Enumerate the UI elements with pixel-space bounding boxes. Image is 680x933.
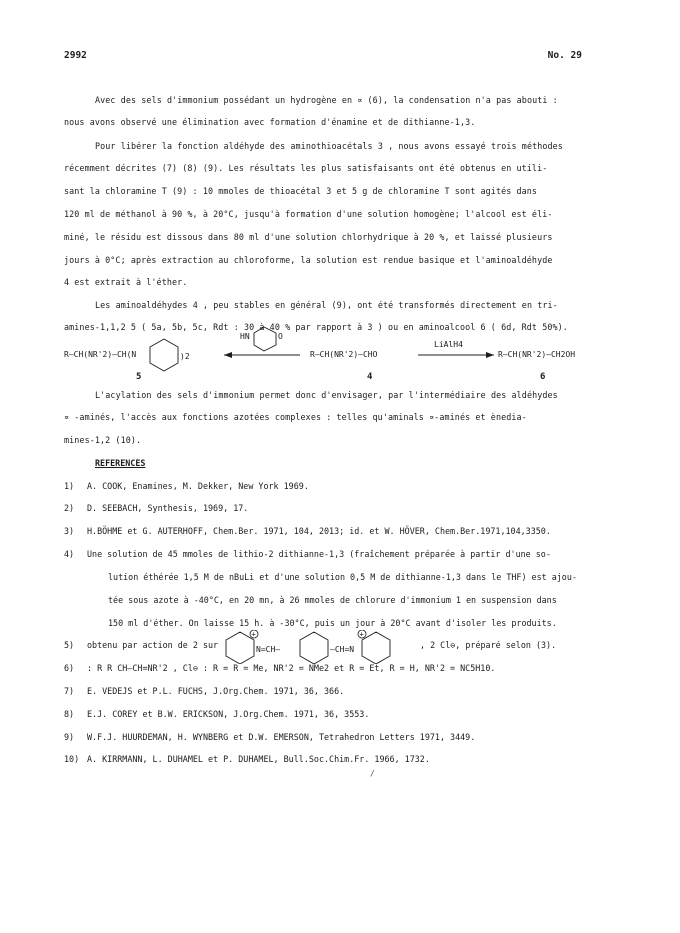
reference-text: E. VEDEJS et P.L. FUCHS, J.Org.Chem. 1971, 36, 366.	[87, 686, 345, 696]
reagent-lialh4: LiAlH4	[434, 340, 463, 349]
scheme-product-5: R—CH(NR'2)—CH(N	[64, 350, 137, 359]
paragraph-2-line-4: 120 ml de méthanol à 90 %, à 20°C, jusqu'à formation d'une solution homogène; l'alcool est éli-	[64, 209, 553, 219]
reference-number: 4)	[64, 549, 75, 559]
compound-number-4: 4	[367, 372, 373, 381]
reference-number: 1)	[64, 481, 75, 491]
reference-text: Une solution de 45 mmoles de lithio-2 dithianne-1,3 (fraîchement préparée à partir d'une so-	[87, 549, 551, 559]
reference-text: obtenu par action de 2 sur	[87, 640, 219, 650]
reference-text: E.J. COREY et B.W. ERICKSON, J.Org.Chem. 1971, 36, 3553.	[87, 709, 370, 719]
reference-number: 3)	[64, 526, 75, 536]
reference-text-continued: tée sous azote à -40°C, en 20 mn, à 26 mmoles de chlorure d'immonium 1 en suspension dans	[108, 595, 557, 605]
stray-mark: /	[370, 769, 375, 778]
paragraph-2-line-5: miné, le résidu est dissous dans 80 ml d'une solution chlorhydrique à 20 %, et laissé plusieurs	[64, 232, 553, 242]
paragraph-2-line-1: Pour libérer la fonction aldéhyde des aminothioacétals 3 , nous avons essayé trois méthodes	[95, 141, 563, 151]
paragraph-1-line-2: nous avons observé une élimination avec formation d'énamine et de dithianne-1,3.	[64, 117, 476, 127]
struct5-right-group: —CH=N	[330, 645, 355, 654]
reference-number: 5)	[64, 640, 75, 650]
paragraph-2-line-2: récemment décrites (7) (8) (9). Les résultats les plus satisfaisants ont été obtenus en utili-	[64, 163, 548, 173]
reagent-hn: HN	[240, 332, 250, 341]
scheme-alcohol-6: R—CH(NR'2)—CH2OH	[498, 350, 576, 359]
paragraph-2-line-3: sant la chloramine T (9) : 10 mmoles de thioacétal 3 et 5 g de chloramine T sont agités dans	[64, 186, 538, 196]
paragraph-2-line-7: 4 est extrait à l'éther.	[64, 277, 188, 287]
paragraph-4-line-1: L'acylation des sels d'immonium permet donc d'envisager, par l'intermédiaire des aldéhydes	[95, 390, 558, 400]
reference-number: 8)	[64, 709, 75, 719]
paragraph-1-line-1: Avec des sels d'immonium possédant un hydrogène en ∝ (6), la condensation n'a pas abouti :	[95, 95, 558, 105]
reagent-o: O	[278, 332, 283, 341]
compound-number-6: 6	[540, 372, 546, 381]
bis-immonium-structure	[186, 630, 446, 664]
reference-text: : R R CH—CH=NR'2 , Cl⊖ : R = R = Me, NR'2 = NMe2 et R = Et, R = H, NR'2 = NC5H10.	[87, 663, 496, 673]
paragraph-2-line-6: jours à 0°C; après extraction au chloroforme, la solution est rendue basique et l'aminoaldéhyde	[64, 255, 553, 265]
reference-text-continued: 150 ml d'éther. On laisse 15 h. à -30°C, puis un jour à 20°C avant d'isoler les produits.	[108, 618, 557, 628]
paragraph-4-line-2: ∝ -aminés, l'accès aux fonctions azotées complexes : telles qu'aminals ∝-aminés et ènedia-	[64, 412, 527, 422]
reference-number: 2)	[64, 503, 75, 513]
reference-text-continued: lution éthérée 1,5 M de nBuLi et d'une solution 0,5 M de dithianne-1,3 dans le THF) est ajou-	[108, 572, 577, 582]
arrow-right-head	[486, 352, 494, 358]
reference-text: D. SEEBACH, Synthesis, 1969, 17.	[87, 503, 249, 513]
arrow-left-head	[224, 352, 232, 358]
paragraph-3-line-1: Les aminoaldéhydes 4 , peu stables en général (9), ont été transformés directement en tri-	[95, 300, 558, 310]
page-number: 2992	[64, 50, 87, 61]
morpholine-reagent-ring	[254, 327, 276, 351]
paragraph-3-line-2: amines-1,1,2 5 ( 5a, 5b, 5c, Rdt : 30 à 40 % par rapport à 3 ) ou en aminoalcool 6 ( 6d, Rdt 50%).	[64, 322, 568, 332]
scheme-product-5-end: )2	[180, 352, 190, 361]
reference-number: 7)	[64, 686, 75, 696]
reference-number: 9)	[64, 732, 75, 742]
reference-5-tail: , 2 Cl⊖, préparé selon (3).	[420, 640, 557, 650]
struct5-left-group: N=CH—	[256, 645, 281, 654]
compound-number-5: 5	[136, 372, 142, 381]
references-heading: REFERENCES	[95, 458, 146, 468]
reference-text: A. COOK, Enamines, M. Dekker, New York 1969.	[87, 481, 309, 491]
paragraph-4-line-3: mines-1,2 (10).	[64, 435, 142, 445]
reference-text: A. KIRRMANN, L. DUHAMEL et P. DUHAMEL, Bull.Soc.Chim.Fr. 1966, 1732.	[87, 754, 430, 764]
issue-number: No. 29	[547, 50, 582, 61]
reaction-scheme	[64, 325, 624, 381]
reference-text: H.BÖHME et G. AUTERHOFF, Chem.Ber. 1971, 104, 2013; id. et W. HÖVER, Chem.Ber.1971,104,3350.	[87, 526, 551, 536]
svg-text:+: +	[251, 630, 256, 639]
scheme-aldehyde-4: R—CH(NR'2)—CHO	[310, 350, 378, 359]
reference-text: W.F.J. HUURDEMAN, H. WYNBERG et D.W. EMERSON, Tetrahedron Letters 1971, 3449.	[87, 732, 476, 742]
reference-number: 6)	[64, 663, 75, 673]
svg-text:+: +	[359, 630, 364, 639]
reference-number: 10)	[64, 754, 80, 764]
morpholine-ring-left	[150, 339, 178, 371]
